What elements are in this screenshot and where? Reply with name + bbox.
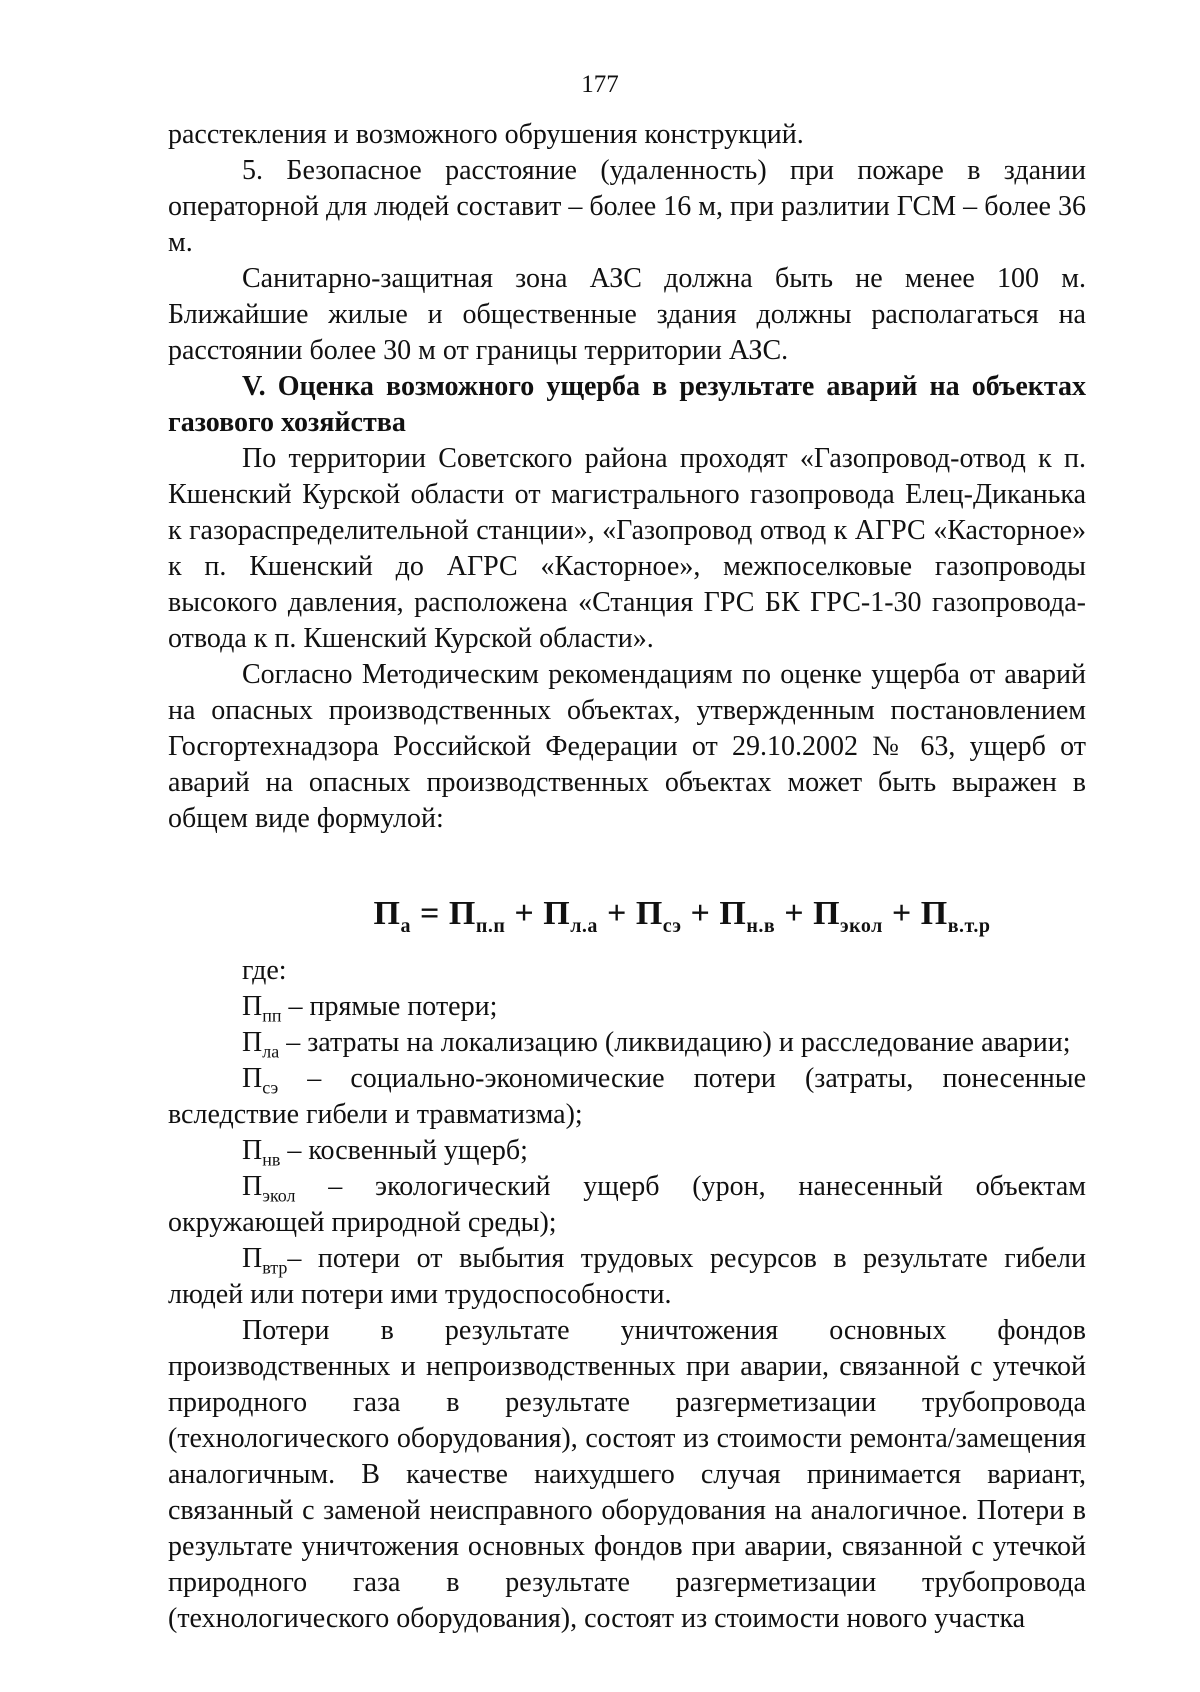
formula-term-total: $П_а$ (373, 895, 411, 937)
where-label: где: (242, 955, 287, 986)
definition-item (168, 1061, 1086, 1133)
definition-subscript: сэ (262, 1077, 279, 1098)
definitions-list (168, 989, 1086, 1313)
definition-item (168, 1241, 1086, 1313)
definition-symbol: П (242, 1027, 263, 1058)
paragraph-sanitary-zone: Санитарно-защитная зона АЗС должна быть не менее 100 м. Ближайшие жилые и общественные здания должны располагаться на расстоянии более 30 м от границы территории АЗС. (168, 263, 1086, 366)
definition-subscript: втр (262, 1257, 288, 1278)
definition-symbol: П (242, 1135, 263, 1166)
definition-text: – потери от выбытия трудовых ресурсов в результате гибели людей или потери ими трудоспособности. (168, 1243, 1086, 1310)
definition-item (168, 1133, 1086, 1169)
paragraph-gas-pipelines: По территории Советского района проходят «Газопровод-отвод к п. Кшенский Курской области от магистрального газопровода Елец-Диканька к газораспределительной станции», «Газопровод отвод к АГРС «Касторное» к п. Кшенский до АГРС «Касторное», межпоселковые газопроводы высокого давления, расположена «Станция ГРС БК ГРС-1-30 газопровода-отвода к п. Кшенский Курской области». (168, 443, 1086, 654)
paragraph-continuation: расстекления и возможного обрушения конструкций. (168, 119, 804, 150)
formula-term-social: $П_{сэ}$ (635, 895, 682, 937)
definition-symbol: П (242, 1063, 263, 1094)
paragraph-methodology: Согласно Методическим рекомендациям по оценке ущерба от аварий на опасных производственных объектах, утвержденным постановлением Госгортехнадзора Российской Федерации от 29.10.2002 № 63, ущерб от аварий на опасных производственных объектах может быть выражен в общем виде формулой: (168, 659, 1086, 834)
definition-subscript: нв (262, 1149, 281, 1170)
definition-symbol: П (242, 991, 263, 1022)
definition-item (168, 1169, 1086, 1241)
section-heading: V. Оценка возможного ущерба в результате аварий на объектах газового хозяйства (168, 371, 1086, 438)
formula-term-ecological: $П_{экол}$ (813, 895, 883, 937)
damage-formula: $П_а = П_{п.п} + П_{л.а} + П_{сэ} + П_{н.в} + П_{экол} + П_{в.т.р}$ (373, 895, 991, 937)
definition-symbol: П (242, 1171, 263, 1202)
definition-subscript: пп (262, 1005, 282, 1026)
definition-item (168, 1025, 1086, 1061)
page-body (168, 117, 1086, 1637)
formula-term-labor: $П_{в.т.р}$ (920, 895, 991, 937)
definition-text: – затраты на локализацию (ликвидацию) и расследование аварии; (279, 1027, 1071, 1058)
paragraph-safe-distance: 5. Безопасное расстояние (удаленность) при пожаре в здании операторной для людей составит – более 16 м, при разлитии ГСМ – более 36 м. (168, 155, 1086, 258)
formula-term-indirect: $П_{н.в}$ (719, 895, 776, 937)
definition-text: – экологический ущерб (урон, нанесенный объектам окружающей природной среды); (168, 1171, 1086, 1238)
formula-term-localization: $П_{л.а}$ (543, 895, 598, 937)
definition-text: – социально-экономические потери (затраты, понесенные вследствие гибели и травматизма); (168, 1063, 1086, 1130)
definition-text: – косвенный ущерб; (280, 1135, 528, 1166)
definition-text: – прямые потери; (281, 991, 498, 1022)
formula-term-direct: $П_{п.п}$ (448, 895, 506, 937)
paragraph-asset-losses: Потери в результате уничтожения основных фондов производственных и непроизводственных при аварии, связанной с утечкой природного газа в результате разгерметизации трубопровода (технологического оборудования), состоят из стоимости ремонта/замещения аналогичным. В качестве наихудшего случая принимается вариант, связанный с заменой неисправного оборудования на аналогичное. Потери в результате уничтожения основных фондов при аварии, связанной с утечкой природного газа в результате разгерметизации трубопровода (технологического оборудования), состоят из стоимости нового участка (168, 1315, 1086, 1634)
definition-subscript: ла (262, 1041, 280, 1062)
definition-item (168, 989, 1086, 1025)
definition-symbol: П (242, 1243, 263, 1274)
page-number: 177 (581, 71, 619, 98)
definition-subscript: экол (262, 1185, 296, 1206)
